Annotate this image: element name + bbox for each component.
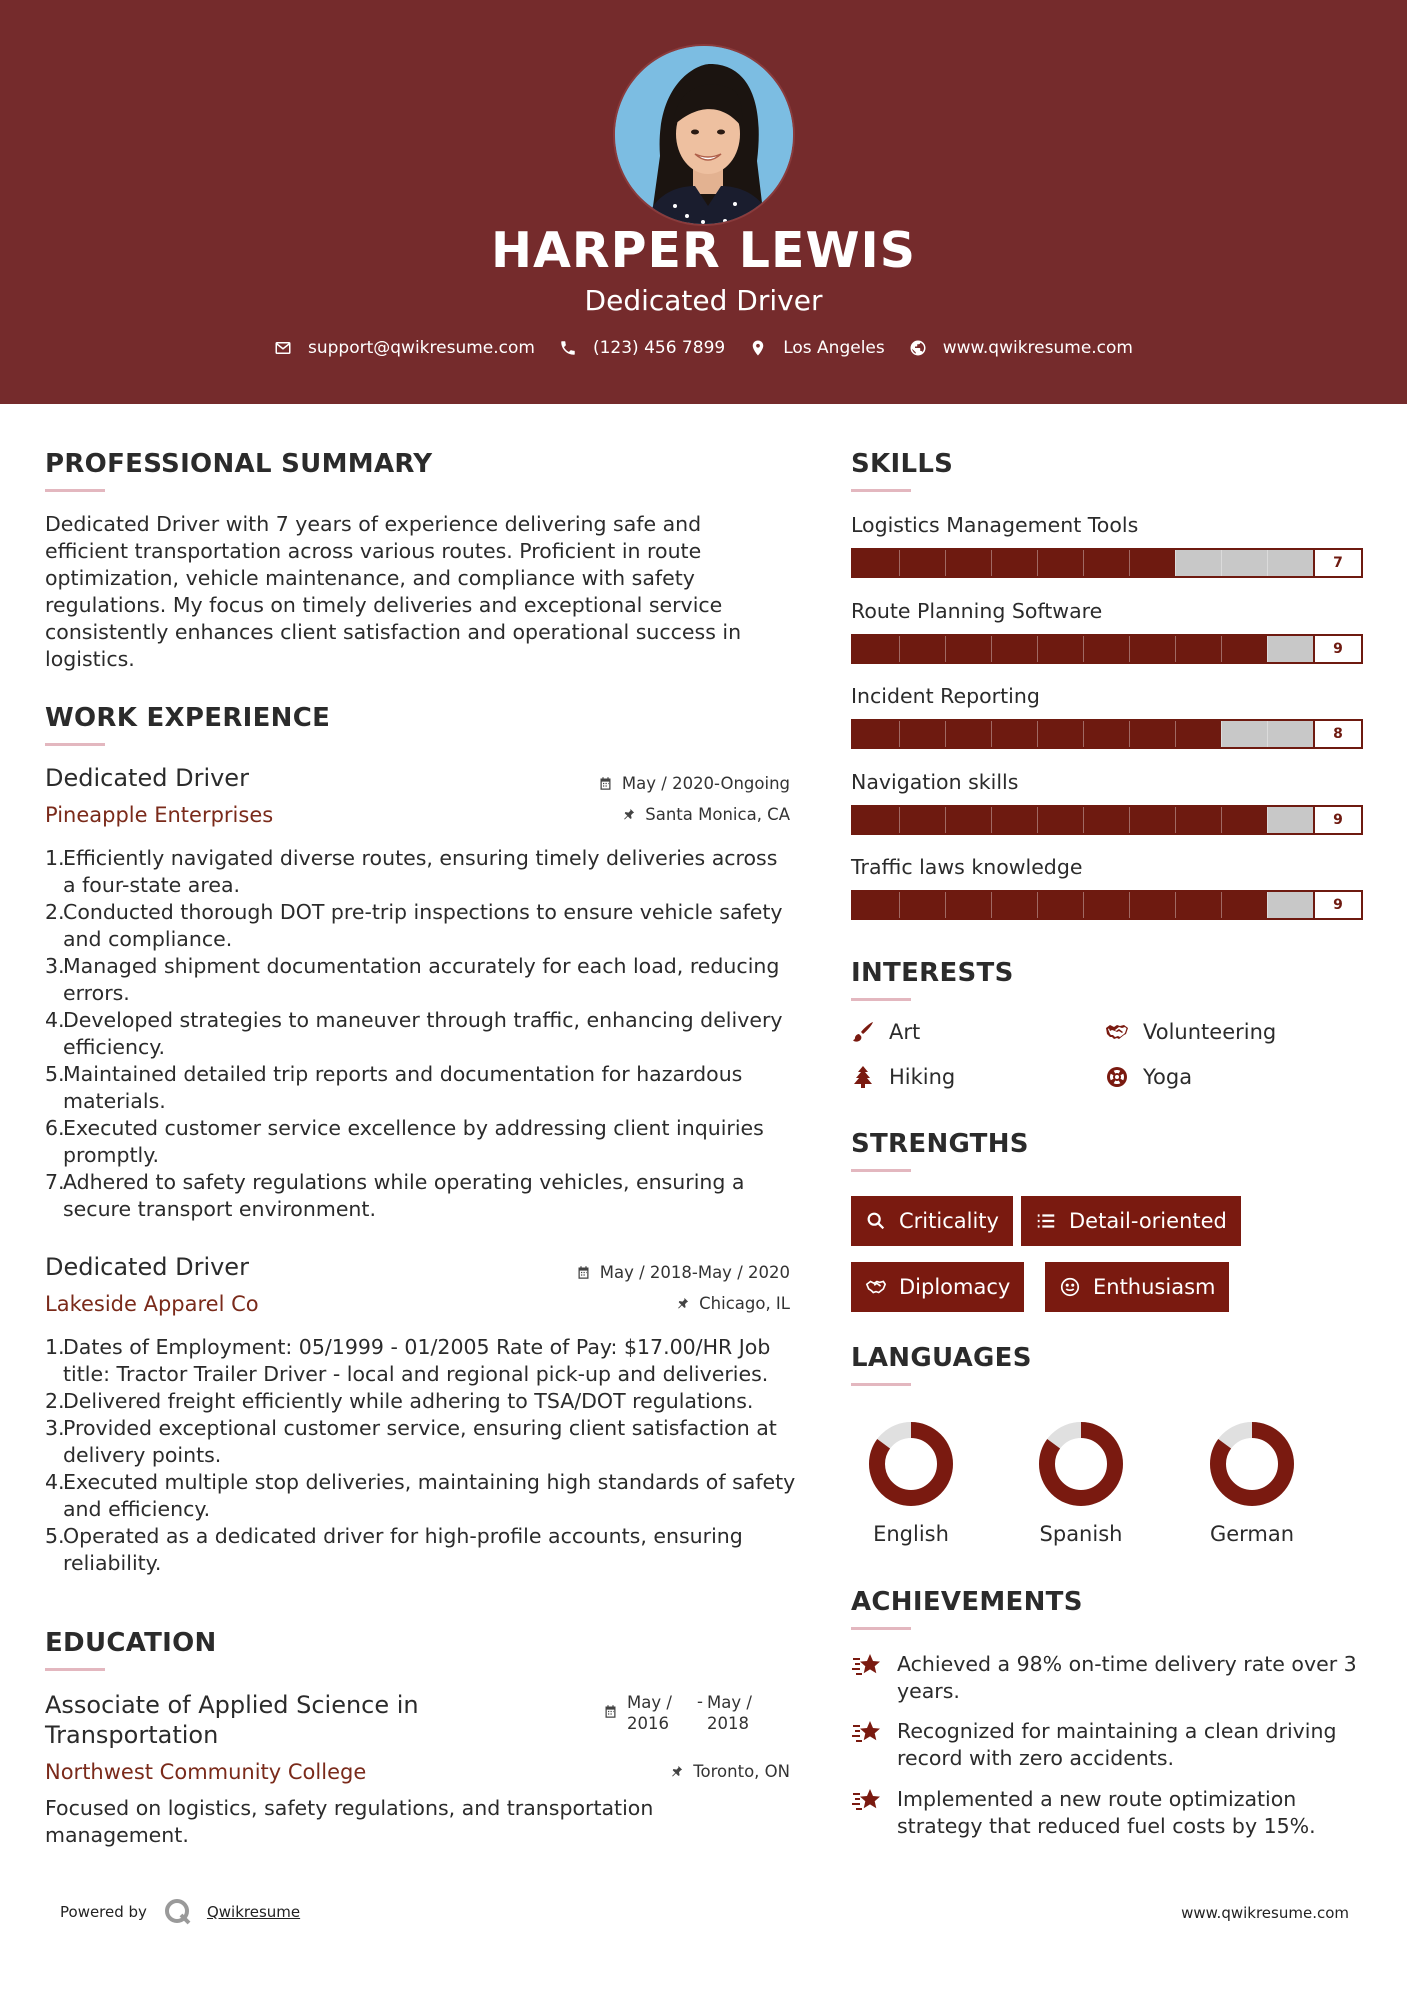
strength-label: Diplomacy [899,1275,1011,1299]
skill-bar-segment [899,636,900,662]
skill-bar-segment [899,807,900,833]
skill-level: 7 [1313,550,1361,576]
date-separator: - [697,1692,703,1711]
handshake-icon [1105,1020,1129,1044]
website-text: www.qwikresume.com [942,338,1133,358]
summary-text: Dedicated Driver with 7 years of experience delivering safe and efficient transportation across various routes. Proficient in route optimization, vehicle maintenance, and compliance with safety regulations. My focus on timely deliveries and exceptional service consistently enhances client satisfaction and operational success in logistics. [45,512,742,671]
skill-bar-track [853,807,1313,833]
skill-bar-segment [1267,807,1268,833]
phone-text: (123) 456 7899 [592,338,726,358]
skill-bar-segment [899,550,900,576]
phone-icon [559,339,577,357]
skill-level: 9 [1313,636,1361,662]
skill-bar [851,805,1363,835]
powered-by-text: Powered by [60,1903,147,1921]
skill-bar-segment [1175,636,1176,662]
list-icon [1035,1210,1057,1232]
job-location [675,1294,790,1313]
skill-bar-segment [1083,807,1084,833]
contact-email[interactable] [274,338,535,358]
language-donut [867,1420,955,1508]
globe-icon [909,339,927,357]
achievement-text: Achieved a 98% on-time delivery rate over 3 years. [897,1652,1357,1703]
strength-label: Detail-oriented [1069,1209,1227,1233]
job-duties-list [45,845,795,1223]
skill-bar-segment [1129,892,1130,918]
skill-bar-segment [899,721,900,747]
skill-bar-segment [1175,721,1176,747]
skill-bar-segment [1083,721,1084,747]
language-donut [1208,1420,1296,1508]
interests-rule [851,998,911,1001]
skill-bar [851,890,1363,920]
language-donut [1037,1420,1125,1508]
company-name: Lakeside Apparel Co [45,1292,259,1316]
job-location-text: Santa Monica, CA [645,805,790,824]
education-location-text: Toronto, ON [693,1762,790,1781]
skill-bar-fill [853,550,1175,576]
job-location [621,805,790,824]
skill-bar-segment [1129,550,1130,576]
strength-tag [851,1262,1024,1312]
interest-label: Yoga [1143,1065,1193,1089]
pushpin-icon [669,1764,684,1779]
list-item: Developed strategies to maneuver through traffic, enhancing delivery efficiency. [63,1008,783,1059]
achievements-rule [851,1627,911,1630]
pushpin-icon [675,1296,690,1311]
skill-bar-segment [991,550,992,576]
qwikresume-logo-icon [163,1897,193,1927]
skill-bar-track [853,636,1313,662]
language-item [1202,1420,1302,1546]
interest-volunteering [1105,1020,1276,1044]
skill-bar-segment [1083,892,1084,918]
skill-bar-segment [1221,807,1222,833]
calendar-icon [598,776,613,791]
skill-bar-segment [945,550,946,576]
contact-location [749,338,885,358]
skill-bar-segment [1037,636,1038,662]
skill-bar-segment [991,636,992,662]
interest-label: Art [889,1020,921,1044]
language-label: Spanish [1039,1522,1123,1546]
skill-bar-segment [945,892,946,918]
language-label: English [873,1522,949,1546]
skill-bar-fill [853,892,1267,918]
list-item: Operated as a dedicated driver for high-profile accounts, ensuring reliability. [63,1524,743,1575]
experience-rule [45,743,105,746]
company-name: Pineapple Enterprises [45,803,274,827]
skill-bar [851,634,1363,664]
star-award-icon [851,1651,883,1679]
skill-label: Route Planning Software [851,598,1103,623]
pushpin-icon [621,807,636,822]
skill-bar-segment [1221,892,1222,918]
job-dates [576,1263,790,1282]
achievement-text: Implemented a new route optimization strategy that reduced fuel costs by 15%. [897,1787,1316,1838]
smile-icon [1059,1276,1081,1298]
footer-powered-by [60,1897,300,1927]
list-item: Provided exceptional customer service, ensuring client satisfaction at delivery points. [63,1416,777,1467]
list-item: Delivered freight efficiently while adhering to TSA/DOT regulations. [63,1389,754,1413]
list-item: Conducted thorough DOT pre-trip inspections to ensure vehicle safety and compliance. [63,900,783,951]
skill-label: Traffic laws knowledge [851,855,1083,879]
skill-bar-segment [991,721,992,747]
skill-bar [851,719,1363,749]
calendar-icon [603,1704,618,1719]
handshake-icon [865,1276,887,1298]
education-end: May / 2018 [706,1693,752,1733]
skill-bar-fill [853,807,1267,833]
skill-bar-segment [1267,892,1268,918]
skill-bar-segment [1037,721,1038,747]
skill-bar-segment [1037,892,1038,918]
calendar-icon [576,1265,591,1280]
interest-yoga [1105,1065,1192,1089]
email-text: support@qwikresume.com [308,338,535,358]
education-start: May / 2016 [627,1693,672,1733]
skill-bar-track [853,892,1313,918]
skill-bar-segment [945,807,946,833]
lifebuoy-icon [1105,1065,1129,1089]
language-label: German [1209,1522,1295,1546]
strength-label: Criticality [899,1209,999,1233]
strength-tag [1045,1262,1229,1312]
skills-rule [851,489,911,492]
profile-photo [613,44,795,226]
skill-label: Logistics Management Tools [851,513,1139,537]
skill-bar-segment [1037,807,1038,833]
degree-title: Associate of Applied Science in Transportation [45,1691,419,1749]
interest-hiking [851,1065,955,1089]
skill-level: 9 [1313,807,1361,833]
interests-heading: INTERESTS [851,958,1014,988]
job-duties-list [45,1334,797,1577]
skill-level: 9 [1313,892,1361,918]
envelope-icon [274,339,292,357]
strengths-rule [851,1169,911,1172]
school-name: Northwest Community College [45,1760,367,1784]
skill-bar-segment [1083,550,1084,576]
skill-bar-segment [945,636,946,662]
qwikresume-link[interactable]: Qwikresume [206,1903,301,1921]
skill-bar-segment [1221,636,1222,662]
achievements-heading: ACHIEVEMENTS [851,1587,1083,1617]
achievement-item [851,1651,1371,1705]
interest-art [851,1020,920,1044]
list-item: Efficiently navigated diverse routes, ensuring timely deliveries across a four-state area. [63,846,778,897]
list-item: Dates of Employment: 05/1999 - 01/2005 Rate of Pay: $17.00/HR Job title: Tractor Trailer Driver - local and regional pick-up and deliveries. [63,1335,771,1386]
education-location [669,1762,790,1781]
contact-bar [0,338,1407,358]
strength-tag [851,1196,1013,1246]
resume-header [0,0,1407,404]
skill-bar-segment [1175,892,1176,918]
interest-label: Volunteering [1143,1020,1277,1044]
strengths-heading: STRENGTHS [851,1129,1029,1159]
skill-bar-segment [1037,550,1038,576]
achievement-text: Recognized for maintaining a clean driving record with zero accidents. [897,1719,1337,1770]
contact-phone[interactable] [559,338,725,358]
contact-website[interactable] [909,338,1133,358]
skill-level: 8 [1313,721,1361,747]
skill-bar-track [853,550,1313,576]
job-dates-text: May / 2018-May / 2020 [599,1263,790,1282]
skill-bar-segment [991,807,992,833]
job-location-text: Chicago, IL [699,1294,790,1313]
job-dates [598,774,790,793]
candidate-name: HARPER LEWIS [490,222,917,279]
summary-heading: PROFESSIONAL SUMMARY [45,449,433,479]
skill-bar-segment [899,892,900,918]
skill-bar-segment [1267,721,1268,747]
list-item: Executed customer service excellence by addressing client inquiries promptly. [63,1116,764,1167]
job-dates-text: May / 2020-Ongoing [621,774,790,793]
skill-bar-segment [1129,636,1130,662]
list-item: Executed multiple stop deliveries, maintaining high standards of safety and efficiency. [63,1470,796,1521]
skill-bar-segment [991,892,992,918]
skill-bar-segment [1129,721,1130,747]
languages-heading: LANGUAGES [851,1343,1032,1373]
list-item: Managed shipment documentation accurately for each load, reducing errors. [63,954,780,1005]
candidate-title: Dedicated Driver [584,284,823,317]
skill-bar-segment [1083,636,1084,662]
skills-heading: SKILLS [851,449,954,479]
skill-bar-track [853,721,1313,747]
education-rule [45,1668,105,1671]
paintbrush-icon [851,1020,875,1044]
star-award-icon [851,1718,883,1746]
skill-bar-segment [1175,550,1176,576]
education-heading: EDUCATION [45,1628,217,1658]
skill-bar-segment [1221,721,1222,747]
star-award-icon [851,1786,883,1814]
languages-rule [851,1383,911,1386]
interest-label: Hiking [889,1065,956,1089]
list-item: Maintained detailed trip reports and documentation for hazardous materials. [63,1062,743,1113]
education-dates [603,1692,763,1734]
map-pin-icon [749,339,767,357]
strength-tag [1021,1196,1241,1246]
skill-label: Incident Reporting [851,684,1040,708]
skill-bar-segment [1267,636,1268,662]
tree-icon [851,1065,875,1089]
skill-bar [851,548,1363,578]
list-item: Adhered to safety regulations while operating vehicles, ensuring a secure transport environment. [63,1170,745,1221]
language-item [1031,1420,1131,1546]
skill-bar-segment [1221,550,1222,576]
skill-bar-segment [945,721,946,747]
experience-heading: WORK EXPERIENCE [45,703,331,733]
achievement-item [851,1718,1371,1772]
language-item [861,1420,961,1546]
skill-bar-segment [1267,550,1268,576]
skill-bar-fill [853,636,1267,662]
job-title: Dedicated Driver [45,764,249,792]
skill-bar-segment [1175,807,1176,833]
summary-rule [45,489,105,492]
achievement-item [851,1786,1371,1840]
search-icon [865,1210,887,1232]
footer-url[interactable]: www.qwikresume.com [1181,1904,1349,1922]
education-description: Focused on logistics, safety regulations, and transportation management. [45,1796,654,1847]
location-text: Los Angeles [783,338,885,358]
skill-label: Navigation skills [851,769,1019,794]
skill-bar-segment [1129,807,1130,833]
strength-label: Enthusiasm [1093,1275,1216,1299]
job-title: Dedicated Driver [45,1253,249,1281]
